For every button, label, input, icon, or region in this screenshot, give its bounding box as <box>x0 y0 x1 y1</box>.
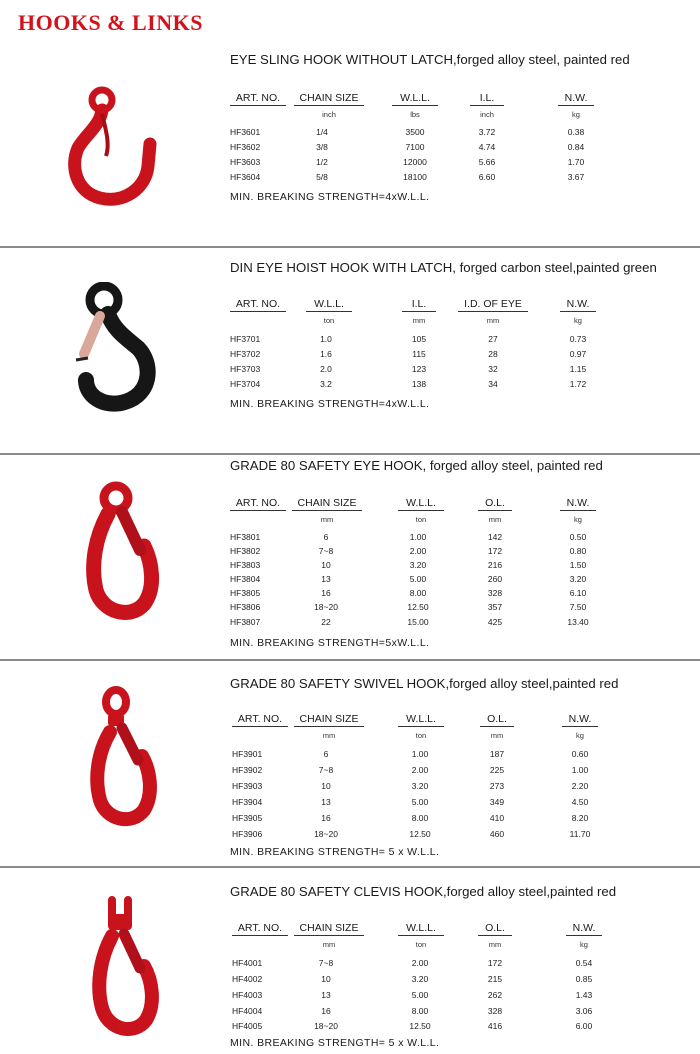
table-cell: 1.00 <box>571 765 589 775</box>
table-cell: 0.38 <box>567 127 585 137</box>
section-title: GRADE 80 SAFETY CLEVIS HOOK,forged alloy steel,painted red <box>230 884 617 899</box>
unit-chain-size: mm <box>322 731 336 740</box>
unit-nw: kg <box>572 110 580 119</box>
table-cell: 2.0 <box>320 364 332 374</box>
unit-wll: ton <box>415 940 427 949</box>
table-cell: 0.84 <box>567 142 585 152</box>
unit-wll: ton <box>415 515 427 524</box>
safety-clevis-hook-icon <box>90 896 160 1042</box>
table-cell: 1.43 <box>575 990 593 1000</box>
table-cell: 1.00 <box>409 532 427 542</box>
table-cell: 7~8 <box>318 546 334 556</box>
table-cell: 15.00 <box>407 617 429 627</box>
table-cell: 123 <box>411 364 427 374</box>
unit-wll: ton <box>323 316 335 325</box>
table-cell: 425 <box>487 617 503 627</box>
table-cell: HF3703 <box>230 364 261 374</box>
unit-il: mm <box>412 316 426 325</box>
table-cell: 0.54 <box>575 958 593 968</box>
header-wll: W.L.L. <box>398 497 444 511</box>
breaking-strength-note: MIN. BREAKING STRENGTH=4xW.L.L. <box>230 398 430 410</box>
table-cell: 0.80 <box>569 546 587 556</box>
table-cell: 260 <box>487 574 503 584</box>
unit-id-of-eye: mm <box>486 316 500 325</box>
table-cell: 1.15 <box>569 364 587 374</box>
unit-nw: kg <box>576 731 584 740</box>
table-cell: 22 <box>321 617 331 627</box>
header-ol: O.L. <box>480 713 514 727</box>
table-cell: 105 <box>411 334 427 344</box>
table-cell: 2.00 <box>409 546 427 556</box>
unit-ol: mm <box>488 515 502 524</box>
table-cell: HF3702 <box>230 349 261 359</box>
table-cell: HF4003 <box>232 990 263 1000</box>
table-cell: 2.00 <box>411 958 429 968</box>
table-cell: 13 <box>321 797 331 807</box>
table-cell: 10 <box>321 974 331 984</box>
header-wll: W.L.L. <box>398 713 444 727</box>
table-cell: HF4001 <box>232 958 263 968</box>
table-cell: 3.20 <box>411 974 429 984</box>
table-cell: 7~8 <box>318 765 334 775</box>
table-cell: 4.74 <box>478 142 496 152</box>
table-cell: 1.72 <box>569 379 587 389</box>
table-cell: 416 <box>487 1021 503 1031</box>
table-cell: HF3601 <box>230 127 261 137</box>
table-cell: 357 <box>487 602 503 612</box>
header-chain-size: CHAIN SIZE <box>292 497 362 511</box>
table-cell: 3.20 <box>569 574 587 584</box>
table-cell: HF3906 <box>232 829 263 839</box>
table-cell: HF3603 <box>230 157 261 167</box>
table-cell: 142 <box>487 532 503 542</box>
header-nw: N.W. <box>560 298 596 312</box>
table-cell: 18~20 <box>314 1021 338 1031</box>
table-cell: 1.6 <box>320 349 332 359</box>
header-art-no: ART. NO. <box>230 92 286 106</box>
header-nw: N.W. <box>560 497 596 511</box>
table-cell: 12000 <box>403 157 427 167</box>
breaking-strength-note: MIN. BREAKING STRENGTH=4xW.L.L. <box>230 191 430 203</box>
header-art-no: ART. NO. <box>230 497 286 511</box>
table-cell: HF3902 <box>232 765 263 775</box>
table-cell: 1.50 <box>569 560 587 570</box>
table-cell: 12.50 <box>409 829 431 839</box>
header-chain-size: CHAIN SIZE <box>294 713 364 727</box>
table-cell: 2.00 <box>411 765 429 775</box>
table-cell: 172 <box>487 958 503 968</box>
table-cell: HF3901 <box>232 749 263 759</box>
table-cell: 13 <box>321 990 331 1000</box>
unit-ol: mm <box>490 731 504 740</box>
table-cell: 13 <box>321 574 331 584</box>
table-cell: 16 <box>321 813 331 823</box>
page-title: HOOKS & LINKS <box>18 10 203 35</box>
table-cell: 1/4 <box>316 127 328 137</box>
unit-nw: kg <box>574 515 582 524</box>
table-cell: 410 <box>489 813 505 823</box>
table-cell: 3.67 <box>567 172 585 182</box>
table-cell: 328 <box>487 588 503 598</box>
table-cell: HF3905 <box>232 813 263 823</box>
table-cell: 10 <box>321 781 331 791</box>
header-art-no: ART. NO. <box>232 713 288 727</box>
table-cell: 3.2 <box>320 379 332 389</box>
table-cell: HF3903 <box>232 781 263 791</box>
table-cell: HF3704 <box>230 379 261 389</box>
table-cell: 215 <box>487 974 503 984</box>
table-cell: 5/8 <box>316 172 328 182</box>
table-cell: 187 <box>489 749 505 759</box>
table-cell: 18~20 <box>314 602 338 612</box>
header-nw: N.W. <box>566 922 602 936</box>
table-cell: 0.50 <box>569 532 587 542</box>
unit-wll: ton <box>415 731 427 740</box>
breaking-strength-note: MIN. BREAKING STRENGTH=5xW.L.L. <box>230 637 430 649</box>
table-cell: HF3802 <box>230 546 261 556</box>
header-wll: W.L.L. <box>392 92 438 106</box>
table-cell: 6.00 <box>575 1021 593 1031</box>
table-cell: 8.20 <box>571 813 589 823</box>
table-cell: 138 <box>411 379 427 389</box>
table-cell: 5.00 <box>411 990 429 1000</box>
table-cell: HF3602 <box>230 142 261 152</box>
header-ol: O.L. <box>478 497 512 511</box>
table-cell: 0.73 <box>569 334 587 344</box>
header-wll: W.L.L. <box>398 922 444 936</box>
table-cell: 4.50 <box>571 797 589 807</box>
header-il: I.L. <box>470 92 504 106</box>
table-cell: 18~20 <box>314 829 338 839</box>
table-cell: HF3805 <box>230 588 261 598</box>
section-title: EYE SLING HOOK WITHOUT LATCH,forged alloy steel, painted red <box>230 52 630 67</box>
table-cell: 7~8 <box>318 958 334 968</box>
table-cell: HF3803 <box>230 560 261 570</box>
header-id-of-eye: I.D. OF EYE <box>458 298 528 312</box>
header-art-no: ART. NO. <box>230 298 286 312</box>
table-cell: 16 <box>321 588 331 598</box>
table-cell: 6.10 <box>569 588 587 598</box>
table-cell: 6 <box>323 749 329 759</box>
unit-chain-size: inch <box>322 110 336 119</box>
breaking-strength-note: MIN. BREAKING STRENGTH= 5 x W.L.L. <box>230 1037 440 1049</box>
section-title: DIN EYE HOIST HOOK WITH LATCH, forged carbon steel,painted green <box>230 260 657 275</box>
unit-wll: lbs <box>410 110 420 119</box>
table-cell: 3/8 <box>316 142 328 152</box>
table-cell: 1/2 <box>316 157 328 167</box>
table-cell: 8.00 <box>411 813 429 823</box>
breaking-strength-note: MIN. BREAKING STRENGTH= 5 x W.L.L. <box>230 846 440 858</box>
unit-chain-size: mm <box>322 940 336 949</box>
table-cell: 3.72 <box>478 127 496 137</box>
table-cell: HF3904 <box>232 797 263 807</box>
table-cell: 262 <box>487 990 503 1000</box>
header-nw: N.W. <box>558 92 594 106</box>
unit-chain-size: mm <box>320 515 334 524</box>
header-chain-size: CHAIN SIZE <box>294 92 364 106</box>
table-cell: HF4002 <box>232 974 263 984</box>
header-ol: O.L. <box>478 922 512 936</box>
header-wll: W.L.L. <box>306 298 352 312</box>
table-cell: 18100 <box>403 172 427 182</box>
table-cell: 11.70 <box>569 829 591 839</box>
table-cell: 16 <box>321 1006 331 1016</box>
header-nw: N.W. <box>562 713 598 727</box>
table-cell: 0.85 <box>575 974 593 984</box>
table-cell: HF3801 <box>230 532 261 542</box>
table-cell: 7100 <box>405 142 425 152</box>
table-cell: 3.20 <box>411 781 429 791</box>
table-cell: 8.00 <box>409 588 427 598</box>
table-cell: HF3807 <box>230 617 261 627</box>
table-cell: 10 <box>321 560 331 570</box>
table-cell: 273 <box>489 781 505 791</box>
table-cell: 32 <box>488 364 498 374</box>
table-cell: 225 <box>489 765 505 775</box>
table-cell: 6.60 <box>478 172 496 182</box>
table-cell: 5.00 <box>409 574 427 584</box>
unit-nw: kg <box>580 940 588 949</box>
table-cell: 2.20 <box>571 781 589 791</box>
section-title: GRADE 80 SAFETY SWIVEL HOOK,forged alloy steel,painted red <box>230 676 619 691</box>
table-cell: HF3804 <box>230 574 261 584</box>
table-cell: 328 <box>487 1006 503 1016</box>
table-cell: 7.50 <box>569 602 587 612</box>
unit-ol: mm <box>488 940 502 949</box>
table-cell: HF3806 <box>230 602 261 612</box>
header-il: I.L. <box>402 298 436 312</box>
unit-nw: kg <box>574 316 582 325</box>
table-cell: 115 <box>412 349 426 359</box>
table-cell: 13.40 <box>567 617 589 627</box>
table-cell: 8.00 <box>411 1006 429 1016</box>
table-cell: 12.50 <box>409 1021 431 1031</box>
table-cell: 460 <box>489 829 505 839</box>
table-cell: 1.0 <box>320 334 332 344</box>
unit-il: inch <box>480 110 494 119</box>
table-cell: 3500 <box>405 127 425 137</box>
table-cell: 3.20 <box>409 560 427 570</box>
table-cell: 1.70 <box>567 157 585 167</box>
table-cell: 216 <box>487 560 503 570</box>
table-cell: 6 <box>323 532 329 542</box>
table-cell: 3.06 <box>575 1006 593 1016</box>
table-cell: 12.50 <box>407 602 429 612</box>
table-cell: 1.00 <box>411 749 429 759</box>
table-cell: HF3604 <box>230 172 261 182</box>
table-cell: 0.97 <box>569 349 587 359</box>
table-cell: 5.66 <box>478 157 496 167</box>
table-cell: 172 <box>487 546 503 556</box>
table-cell: HF4004 <box>232 1006 263 1016</box>
header-art-no: ART. NO. <box>232 922 288 936</box>
table-cell: 34 <box>488 379 498 389</box>
table-cell: 27 <box>488 334 498 344</box>
table-cell: HF4005 <box>232 1021 263 1031</box>
table-cell: 28 <box>488 349 498 359</box>
header-chain-size: CHAIN SIZE <box>294 922 364 936</box>
table-cell: 5.00 <box>411 797 429 807</box>
table-cell: 349 <box>489 797 505 807</box>
section-title: GRADE 80 SAFETY EYE HOOK, forged alloy steel, painted red <box>230 458 603 473</box>
table-cell: HF3701 <box>230 334 261 344</box>
table-cell: 0.60 <box>571 749 589 759</box>
